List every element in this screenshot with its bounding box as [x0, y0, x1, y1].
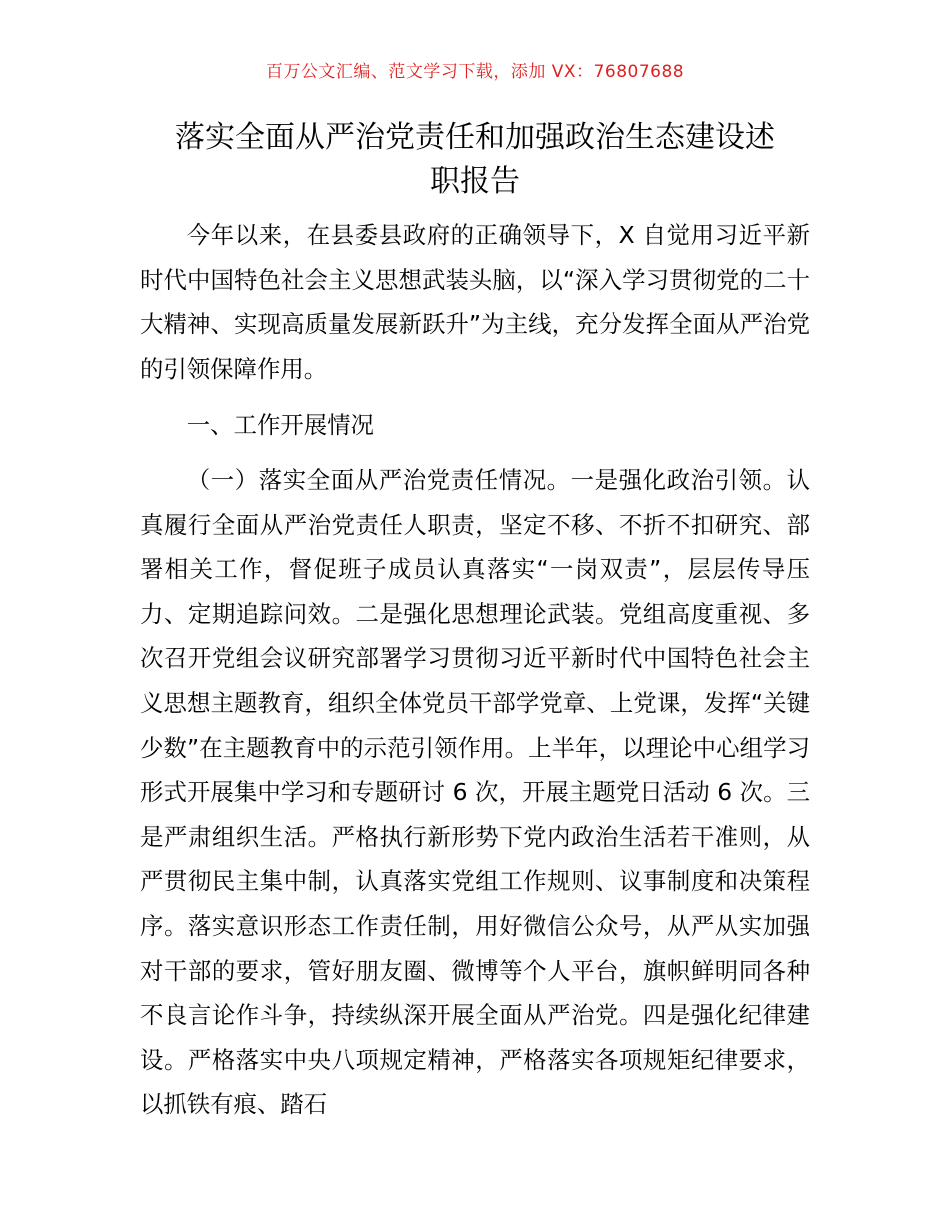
document-title — [140, 116, 810, 204]
section-heading: 一、工作开展情况 — [186, 411, 374, 440]
intro-paragraph: 今年以来，在县委县政府的正确领导下，X 自觉用习近平新时代中国特色社会主义思想武装头脑，以“深入学习贯彻党的二十大精神、实现高质量发展新跃升”为主线，充分发挥全面从严治党的引领保障作用。 — [140, 221, 810, 383]
document-body — [140, 213, 810, 1127]
title-line-2: 职报告 — [430, 164, 520, 199]
title-line-1: 落实全面从严治党责任和加强政治生态建设述 — [175, 120, 775, 155]
header-download-note: 百万公文汇编、范文学习下载，添加 VX：76807688 — [265, 62, 685, 82]
body-paragraph: （一）落实全面从严治党责任情况。一是强化政治引领。认真履行全面从严治党责任人职责，坚定不移、不折不扣研究、部署相关工作，督促班子成员认真落实“一岗双责”，层层传导压力、定期追踪问效。二是强化思想理论武装。党组高度重视、多次召开党组会议研究部署学习贯彻习近平新时代中国特色社会主义思想主题教育，组织全体党员干部学党章、上党课，发挥“关键少数”在主题教育中的示范引领作用。上半年，以理论中心组学习形式开展集中学习和专题研讨 6 次，开展主题党日活动 6 次。三是严肃组织生活。严格执行新形势下党内政治生活若干准则，从严贯彻民主集中制，认真落实党组工作规则、议事制度和决策程序。落实意识形态工作责任制，用好微信公众号，从严从实加强对干部的要求，管好朋友圈、微博等个人平台，旗帜鲜明同各种不良言论作斗争，持续纵深开展全面从严治党。四是强化纪律建设。严格落实中央八项规定精神，严格落实各项规矩纪律要求，以抓铁有痕、踏石 — [140, 465, 810, 1119]
